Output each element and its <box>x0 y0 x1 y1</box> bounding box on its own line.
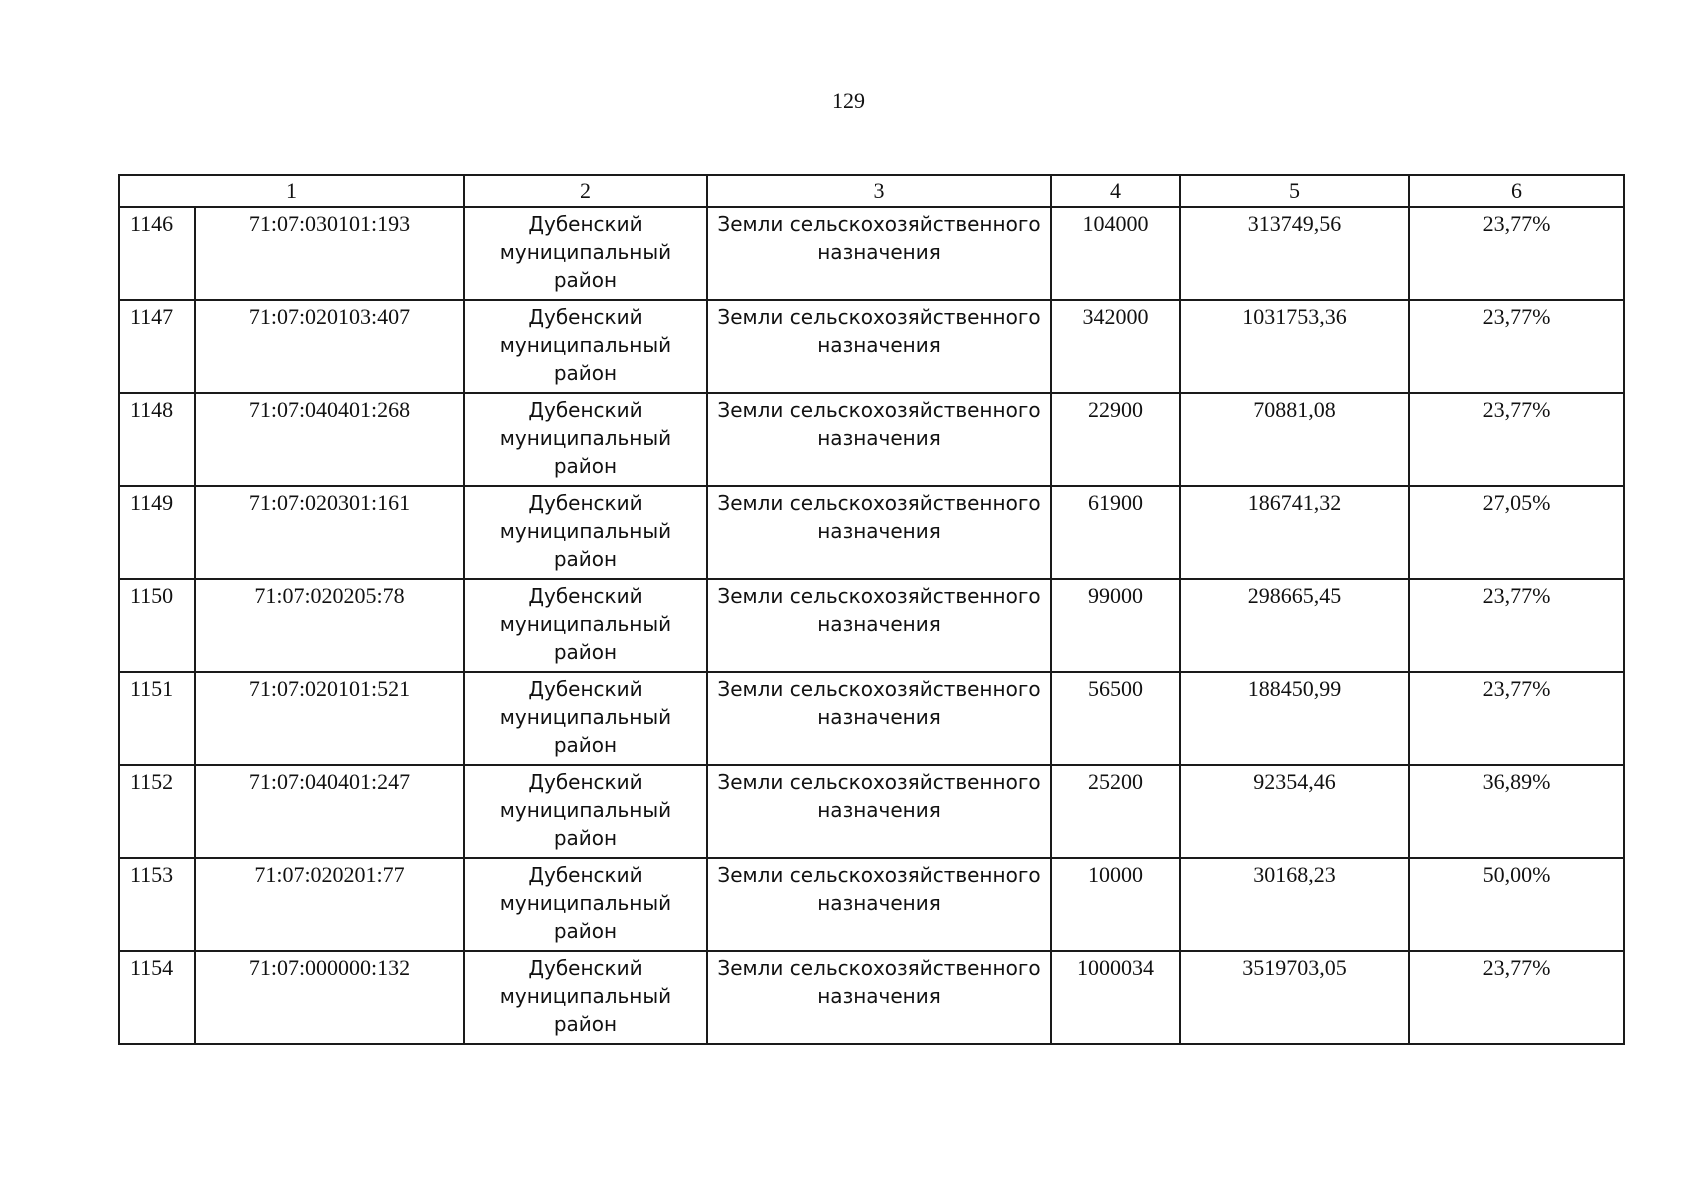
land-category: Земли сельскохозяйственного назначения <box>707 486 1051 579</box>
column-header-3: 3 <box>707 175 1051 207</box>
cadastral-number: 71:07:020205:78 <box>195 579 464 672</box>
land-plots-table <box>118 174 1625 1045</box>
row-number: 1154 <box>119 951 195 1044</box>
table-row <box>119 207 1624 300</box>
column-header-6: 6 <box>1409 175 1624 207</box>
cadastral-value: 30168,23 <box>1180 858 1409 951</box>
cadastral-value: 1031753,36 <box>1180 300 1409 393</box>
column-header-2: 2 <box>464 175 707 207</box>
table-row <box>119 300 1624 393</box>
land-category: Земли сельскохозяйственного назначения <box>707 300 1051 393</box>
area: 22900 <box>1051 393 1180 486</box>
land-category: Земли сельскохозяйственного назначения <box>707 393 1051 486</box>
cadastral-number: 71:07:030101:193 <box>195 207 464 300</box>
district: Дубенский муниципальный район <box>464 579 707 672</box>
area: 10000 <box>1051 858 1180 951</box>
row-number: 1148 <box>119 393 195 486</box>
row-number: 1152 <box>119 765 195 858</box>
area: 61900 <box>1051 486 1180 579</box>
row-number: 1151 <box>119 672 195 765</box>
land-category: Земли сельскохозяйственного назначения <box>707 951 1051 1044</box>
district: Дубенский муниципальный район <box>464 300 707 393</box>
area: 342000 <box>1051 300 1180 393</box>
area: 1000034 <box>1051 951 1180 1044</box>
column-header-5: 5 <box>1180 175 1409 207</box>
area: 99000 <box>1051 579 1180 672</box>
land-category: Земли сельскохозяйственного назначения <box>707 579 1051 672</box>
district: Дубенский муниципальный район <box>464 765 707 858</box>
land-category: Земли сельскохозяйственного назначения <box>707 858 1051 951</box>
area: 25200 <box>1051 765 1180 858</box>
percent: 50,00% <box>1409 858 1624 951</box>
percent: 23,77% <box>1409 672 1624 765</box>
page-number: 129 <box>832 88 865 113</box>
cadastral-value: 313749,56 <box>1180 207 1409 300</box>
area: 104000 <box>1051 207 1180 300</box>
cadastral-value: 186741,32 <box>1180 486 1409 579</box>
district: Дубенский муниципальный район <box>464 951 707 1044</box>
table-header-row <box>119 175 1624 207</box>
district: Дубенский муниципальный район <box>464 486 707 579</box>
district: Дубенский муниципальный район <box>464 207 707 300</box>
percent: 23,77% <box>1409 207 1624 300</box>
land-category: Земли сельскохозяйственного назначения <box>707 672 1051 765</box>
district: Дубенский муниципальный район <box>464 858 707 951</box>
table-row <box>119 672 1624 765</box>
cadastral-value: 3519703,05 <box>1180 951 1409 1044</box>
land-category: Земли сельскохозяйственного назначения <box>707 765 1051 858</box>
percent: 23,77% <box>1409 300 1624 393</box>
cadastral-number: 71:07:040401:247 <box>195 765 464 858</box>
table-row <box>119 486 1624 579</box>
cadastral-number: 71:07:040401:268 <box>195 393 464 486</box>
row-number: 1146 <box>119 207 195 300</box>
cadastral-number: 71:07:020101:521 <box>195 672 464 765</box>
district: Дубенский муниципальный район <box>464 672 707 765</box>
row-number: 1149 <box>119 486 195 579</box>
percent: 36,89% <box>1409 765 1624 858</box>
area: 56500 <box>1051 672 1180 765</box>
cadastral-number: 71:07:020103:407 <box>195 300 464 393</box>
table-row <box>119 579 1624 672</box>
percent: 23,77% <box>1409 951 1624 1044</box>
cadastral-value: 92354,46 <box>1180 765 1409 858</box>
table-row <box>119 765 1624 858</box>
row-number: 1147 <box>119 300 195 393</box>
cadastral-value: 298665,45 <box>1180 579 1409 672</box>
cadastral-number: 71:07:020201:77 <box>195 858 464 951</box>
row-number: 1153 <box>119 858 195 951</box>
row-number: 1150 <box>119 579 195 672</box>
cadastral-number: 71:07:000000:132 <box>195 951 464 1044</box>
cadastral-number: 71:07:020301:161 <box>195 486 464 579</box>
percent: 27,05% <box>1409 486 1624 579</box>
land-category: Земли сельскохозяйственного назначения <box>707 207 1051 300</box>
table-row <box>119 951 1624 1044</box>
percent: 23,77% <box>1409 579 1624 672</box>
column-header-1: 1 <box>119 175 464 207</box>
table-row <box>119 858 1624 951</box>
district: Дубенский муниципальный район <box>464 393 707 486</box>
column-header-4: 4 <box>1051 175 1180 207</box>
cadastral-value: 70881,08 <box>1180 393 1409 486</box>
percent: 23,77% <box>1409 393 1624 486</box>
cadastral-value: 188450,99 <box>1180 672 1409 765</box>
table-row <box>119 393 1624 486</box>
